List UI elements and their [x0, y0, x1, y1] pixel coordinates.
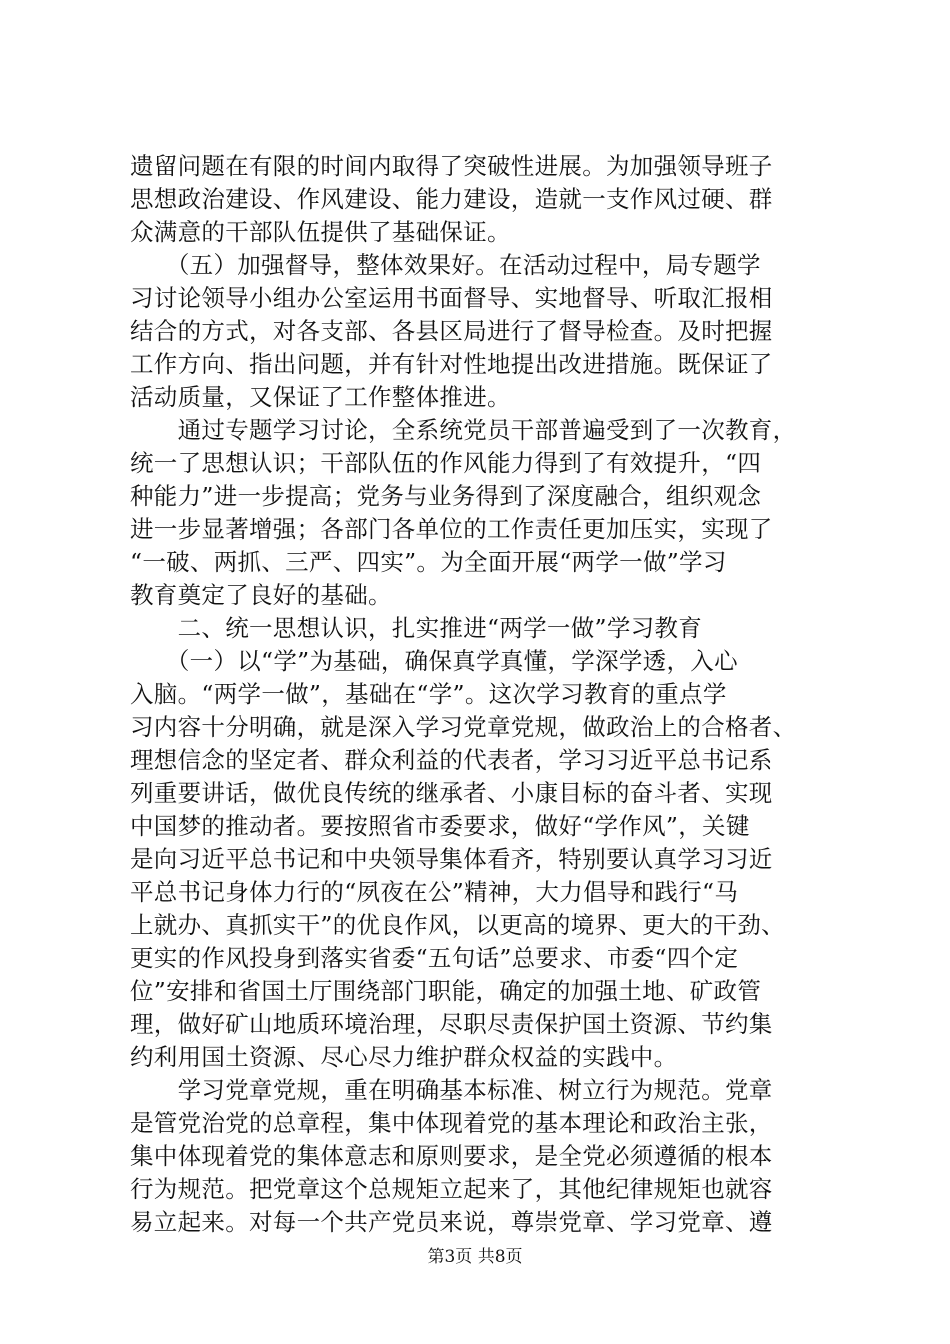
- page-number-footer: 第3页 共8页: [427, 1247, 523, 1267]
- text-line: 是向习近平总书记和中央领导集体看齐，特别要认真学习习近: [130, 845, 773, 873]
- text-line: 平总书记身体力行的“夙夜在公”精神，大力倡导和践行“马: [130, 878, 739, 906]
- text-line: 约利用国土资源、尽心尽力维护群众权益的实践中。: [130, 1043, 678, 1071]
- text-line: 中国梦的推动者。要按照省市委要求，做好“学作风”，关键: [130, 812, 750, 840]
- text-line: 工作方向、指出问题，并有针对性地提出改进措施。既保证了: [130, 350, 773, 378]
- text-line: 种能力”进一步提高；党务与业务得到了深度融合，组织观念: [130, 482, 762, 510]
- text-line: 易立起来。对每一个共产党员来说，尊崇党章、学习党章、遵: [130, 1208, 773, 1236]
- text-line: 进一步显著增强；各部门各单位的工作责任更加压实，实现了: [130, 515, 773, 543]
- text-line: “一破、两抓、三严、四实”。为全面开展“两学一做”学习: [130, 548, 727, 576]
- text-line: 上就办、真抓实干”的优良作风，以更高的境界、更大的干劲、: [130, 911, 785, 939]
- text-line: 习内容十分明确，就是深入学习党章党规，做政治上的合格者、: [130, 713, 797, 741]
- text-line: 统一了思想认识；干部队伍的作风能力得到了有效提升，“四: [130, 449, 762, 477]
- text-line: 学习党章党规，重在明确基本标准、树立行为规范。党章: [130, 1076, 773, 1104]
- text-line: 更实的作风投身到落实省委“五句话”总要求、市委“四个定: [130, 944, 739, 972]
- text-line: 理，做好矿山地质环境治理，尽职尽责保护国土资源、节约集: [130, 1010, 773, 1038]
- text-line: 遗留问题在有限的时间内取得了突破性进展。为加强领导班子: [130, 152, 773, 180]
- text-line: （一）以“学”为基础，确保真学真懂，学深学透，入心: [130, 647, 738, 675]
- text-line: 活动质量，又保证了工作整体推进。: [130, 383, 511, 411]
- section-heading: 二、统一思想认识，扎实推进“两学一做”学习教育: [130, 614, 703, 642]
- text-line: 教育奠定了良好的基础。: [130, 581, 392, 609]
- text-line: 是管党治党的总章程，集中体现着党的基本理论和政治主张，: [130, 1109, 773, 1137]
- text-line: 集中体现着党的集体意志和原则要求，是全党必须遵循的根本: [130, 1142, 773, 1170]
- text-line: 理想信念的坚定者、群众利益的代表者，学习习近平总书记系: [130, 746, 773, 774]
- text-line: 行为规范。把党章这个总规矩立起来了，其他纪律规矩也就容: [130, 1175, 773, 1203]
- text-line: 众满意的干部队伍提供了基础保证。: [130, 218, 511, 246]
- text-line: 结合的方式，对各支部、各县区局进行了督导检查。及时把握: [130, 317, 773, 345]
- text-line: 列重要讲话，做优良传统的继承者、小康目标的奋斗者、实现: [130, 779, 773, 807]
- text-line: 通过专题学习讨论，全系统党员干部普遍受到了一次教育，: [130, 416, 797, 444]
- text-line: 习讨论领导小组办公室运用书面督导、实地督导、听取汇报相: [130, 284, 773, 312]
- text-line: 思想政治建设、作风建设、能力建设，造就一支作风过硬、群: [130, 185, 773, 213]
- text-line: 入脑。“两学一做”，基础在“学”。这次学习教育的重点学: [130, 680, 727, 708]
- text-line: （五）加强督导，整体效果好。在活动过程中，局专题学: [130, 251, 761, 279]
- text-line: 位”安排和省国土厅围绕部门职能，确定的加强土地、矿政管: [130, 977, 762, 1005]
